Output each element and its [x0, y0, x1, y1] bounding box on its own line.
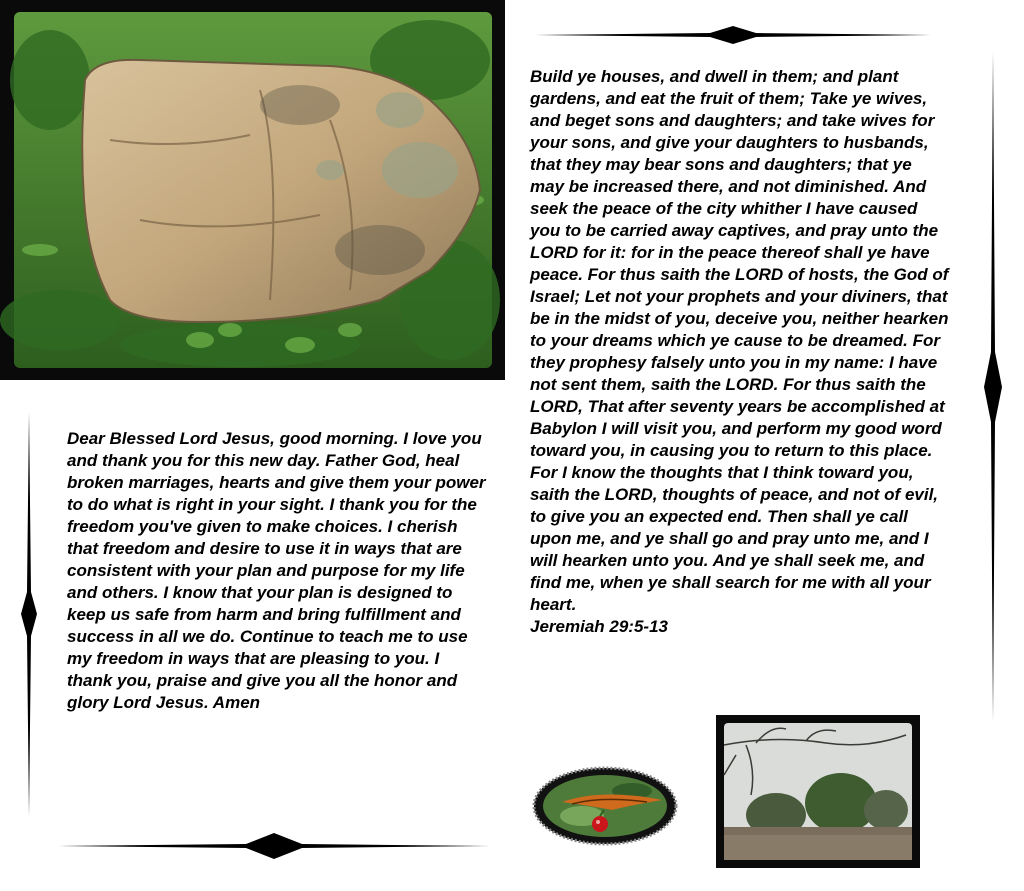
butterfly-oval-image [532, 766, 678, 846]
trees-photo [716, 715, 920, 868]
bottom-divider [58, 832, 490, 860]
left-divider [18, 412, 40, 817]
right-divider [982, 52, 1004, 722]
scripture-text: Build ye houses, and dwell in them; and plant gardens, and eat the fruit of them; Take ye wives, and beget sons and daughters; and take wives for your sons, and give your daughters to husbands, that they may bear sons and daughters; that ye may be increased there, and not diminished. And seek the peace of the city whither I have caused you to be carried away captives, and pray unto the LORD for it: for in the peace thereof shall ye have peace. For thus saith the LORD of hosts, the God of Israel; Let not your prophets and your diviners, that be in the midst of you, deceive you, neither hearken to your dreams which ye cause to be dreamed. For they prophesy falsely unto you in my name: I have not sent them, saith the LORD. For thus saith the LORD, That after seventy years be accomplished at Babylon I will visit you, and perform my good word toward you, in causing you to return to this place. For I know the thoughts that I think toward you, saith the LORD, thoughts of peace, and not of evil, to give you an expected end. Then shall ye call upon me, and ye shall go and pray unto me, and I will hearken unto you. And ye shall seek me, and find me, when ye shall search for me with all your heart. [530, 67, 949, 614]
prayer-text: Dear Blessed Lord Jesus, good morning. I love you and thank you for this new day. Father God, heal broken marriages, hearts and give them your power to do what is right in your sight. I thank you for the freedom you've given to make choices. I cherish that freedom and desire to use it in ways that are consistent with your plan and purpose for my life and others. I know that your plan is designed to keep us safe from harm and bring fulfillment and success in all we do. Continue to teach me to use my freedom in ways that are pleasing to you. I thank you, praise and give you all the honor and glory Lord Jesus. Amen [67, 429, 486, 712]
scripture-reference: Jeremiah 29:5-13 [530, 617, 668, 636]
top-divider [535, 24, 931, 46]
scripture-passage [530, 66, 950, 638]
rock-photo [0, 0, 505, 380]
